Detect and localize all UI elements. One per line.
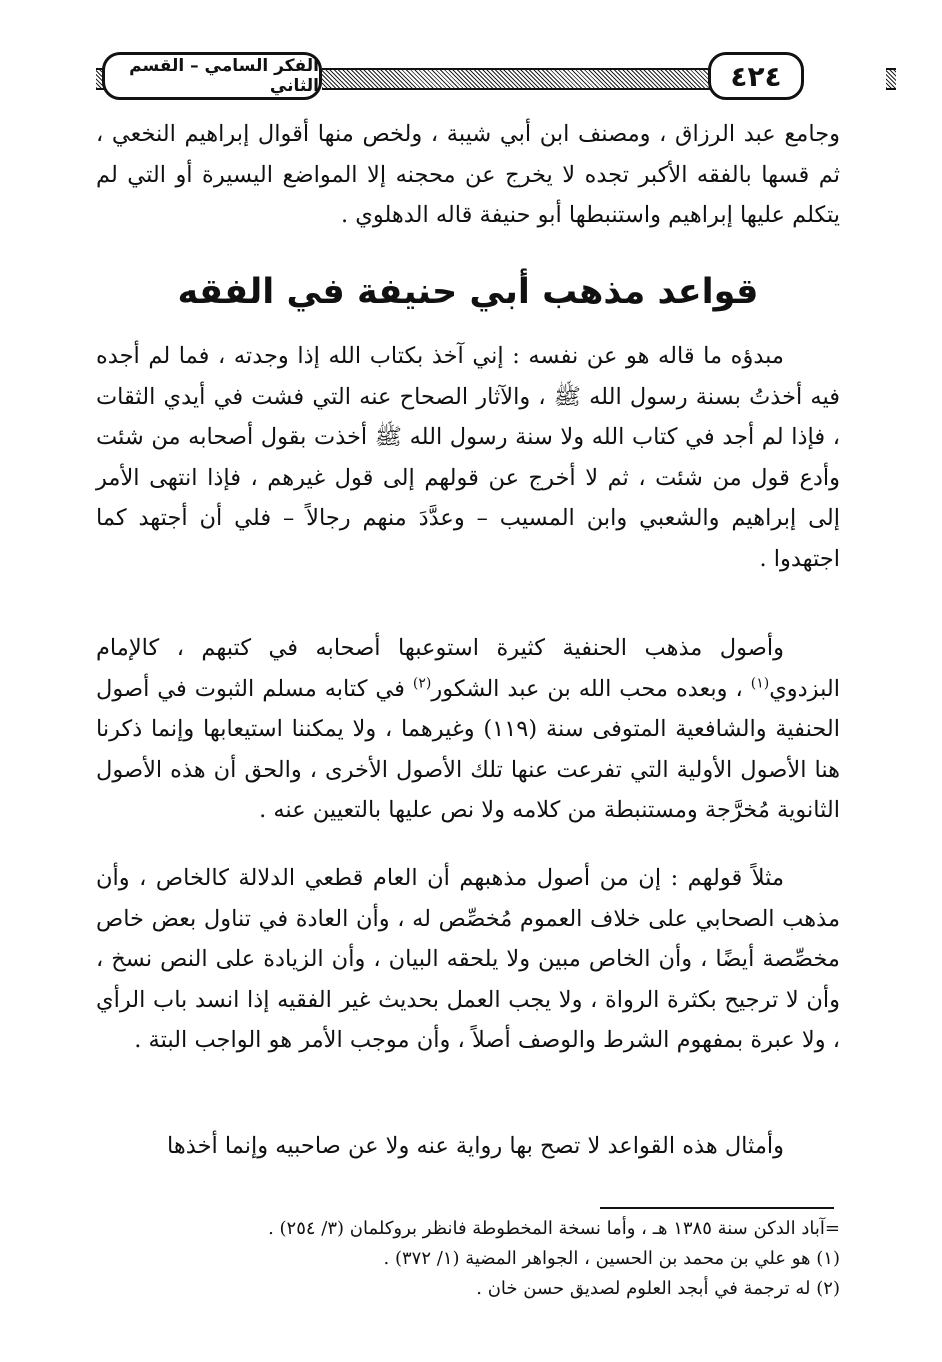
footnote-ref-2[interactable]: (٢) <box>412 675 432 691</box>
footnote-continuation: =آباد الدكن سنة ١٣٨٥ هـ ، وأما نسخة المخطوطة فانظر بروكلمان (٣/ ٢٥٤) . <box>268 1218 840 1239</box>
footnote-separator <box>600 1207 834 1209</box>
paragraph-2-text-b: ، وبعده محب الله بن عبد الشكور <box>431 675 751 702</box>
header-ornament-right <box>886 68 896 90</box>
footnote-2: (٢) له ترجمة في أبجد العلوم لصديق حسن خان . <box>476 1278 840 1299</box>
footnote-1: (١) هو علي بن محمد بن الحسين ، الجواهر المضية (١/ ٣٧٢) . <box>383 1248 840 1269</box>
footnotes <box>96 1214 840 1304</box>
section-heading: قواعد مذهب أبي حنيفة في الفقه <box>177 272 759 312</box>
paragraph-2 <box>96 628 840 831</box>
intro-text: وجامع عبد الرزاق ، ومصنف ابن أبي شيبة ، ولخص منها أقوال إبراهيم النخعي ، ثم قسها بالفقه الأكبر تجده لا يخرج عن محجنه إلا المواضع اليسيرة أو التي لم يتكلم عليها إبراهيم واستنبطها أبو حنيفة قاله الدهلوي . <box>96 121 840 228</box>
paragraph-2-text-c: في كتابه مسلم الثبوت في أصول الحنفية والشافعية المتوفى سنة (١١٩) وغيرهما ، ولا يمكننا استيعابها وإنما ذكرنا هنا الأصول الأولية التي تفرعت عنها تلك الأصول الأخرى ، والحق أن هذه الأصول الثانوية مُخرَّجة ومستنبطة من كلامه ولا نص عليها بالتعيين عنه . <box>96 675 840 823</box>
footnote-ref-1[interactable]: (١) <box>750 675 770 691</box>
paragraph-4-text: وأمثال هذه القواعد لا تصح بها رواية عنه ولا عن صاحبيه وإنما أخذها <box>167 1133 784 1159</box>
paragraph-1 <box>96 336 840 579</box>
paragraph-1-text: مبدؤه ما قاله هو عن نفسه : إني آخذ بكتاب الله إذا وجدته ، فما لم أجده فيه أخذتُ بسنة رسول الله ﷺ ، والآثار الصحاح عنه التي فشت في أيدي الثقات ، فإذا لم أجد في كتاب الله ولا سنة رسول الله ﷺ أخذت بقول أصحابه من شئت وأدع قول من شئت ، ثم لا أخرج عن قولهم إلى قول غيرهم ، فإذا انتهى الأمر إلى إبراهيم والشعبي وابن المسيب – وعدَّدَ منهم رجالاً – فلي أن أجتهد كما اجتهدوا . <box>96 343 840 572</box>
paragraph-3-text: مثلاً قولهم : إن من أصول مذهبهم أن العام قطعي الدلالة كالخاص ، وأن مذهب الصحابي على خلاف العموم مُخصِّص له ، وأن العادة في تناول بعض خاص مخصِّصة أيضًا ، وأن الخاص مبين ولا يلحقه البيان ، وأن الزيادة على النص نسخ ، وأن لا ترجيح بكثرة الرواة ، ولا يجب العمل بحديث غير الفقيه إذا انسد باب الرأي ، ولا عبرة بمفهوم الشرط والوصف أصلاً ، وأن موجب الأمر هو الواجب البتة . <box>96 865 840 1053</box>
running-title-box <box>102 52 322 100</box>
running-title: الفكر السامي – القسم الثاني <box>129 56 319 96</box>
page-header <box>96 48 838 112</box>
paragraph-4 <box>96 1126 840 1167</box>
page-number-box <box>708 52 804 100</box>
paragraph-3 <box>96 858 840 1061</box>
page-number: ٤٢٤ <box>730 59 782 93</box>
paragraph-2-text-a: وأصول مذهب الحنفية كثيرة استوعبها أصحابه في كتبهم ، كالإمام البزدوي <box>96 635 840 702</box>
intro-paragraph <box>96 114 840 236</box>
